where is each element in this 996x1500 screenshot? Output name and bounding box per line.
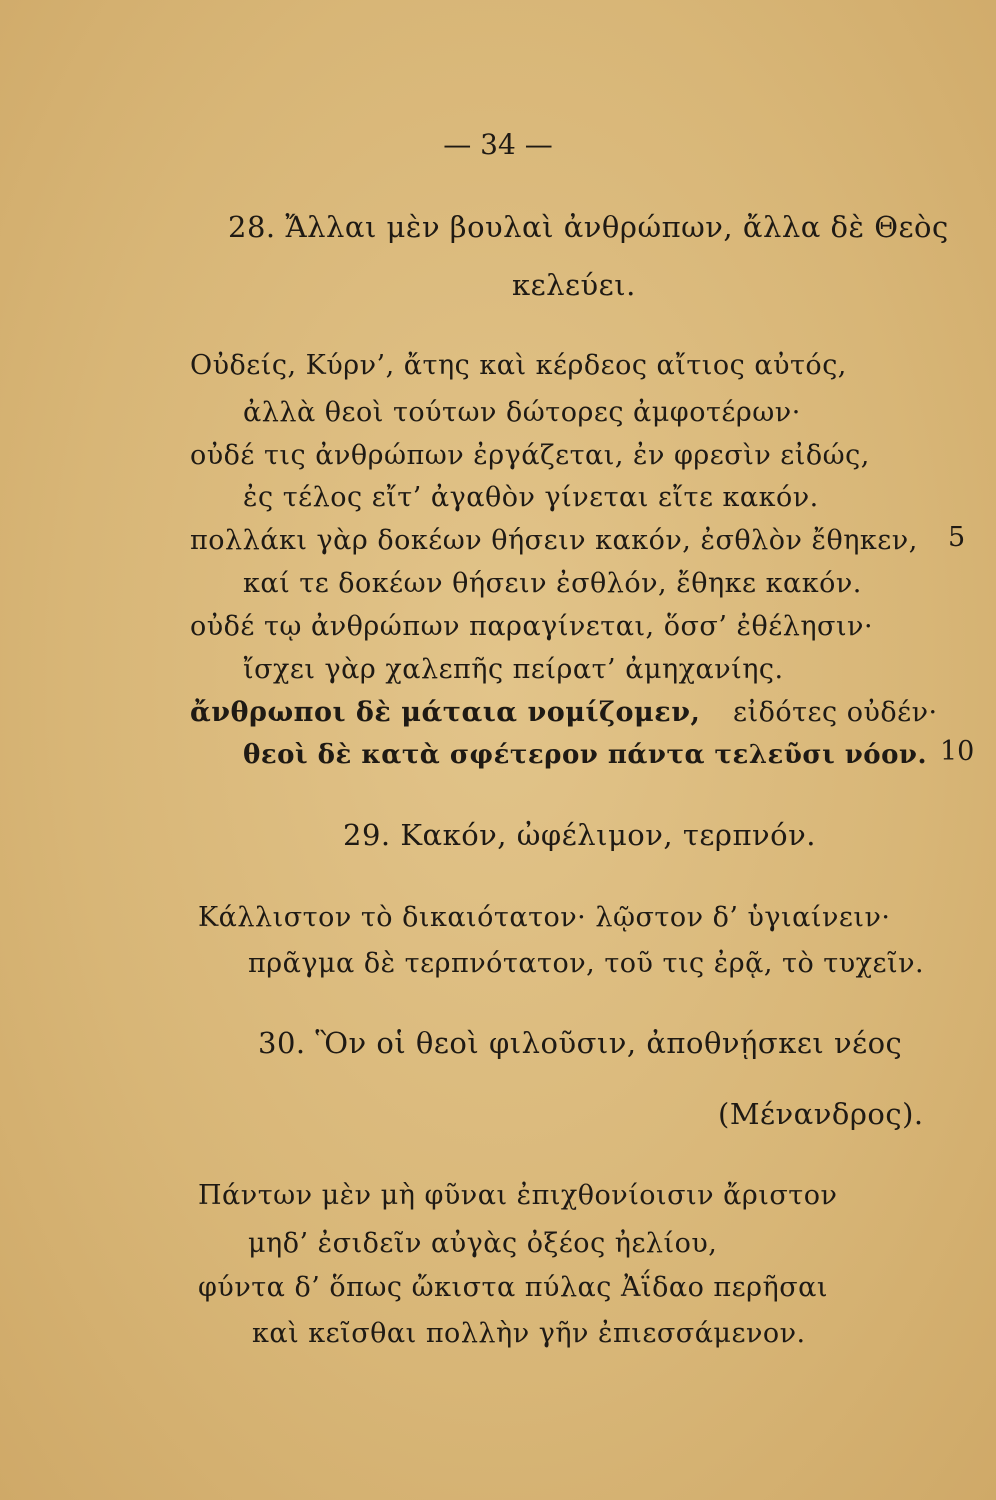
line-number: 5 <box>948 522 966 553</box>
section-heading-29: 29. Κακόν, ὠφέλιμον, τερπνόν. <box>343 818 816 852</box>
verse-line: οὐδέ τις ἀνθρώπων ἐργάζεται, ἐν φρεσὶν εἰδώς, <box>190 440 870 471</box>
verse-line: ἴσχει γὰρ χαλεπῆς πείρατ’ ἀμηχανίης. <box>243 654 784 685</box>
verse-line: Οὐδείς, Κύρν’, ἄτης καὶ κέρδεος αἴτιος αὐτός, <box>190 350 847 381</box>
verse-line: καί τε δοκέων θήσειν ἐσθλόν, ἔθηκε κακόν. <box>243 568 862 599</box>
section-heading-28-cont: κελεύει. <box>512 268 636 302</box>
verse-line: μηδ’ ἐσιδεῖν αὐγὰς ὀξέος ἠελίου, <box>248 1228 718 1259</box>
verse-line: πολλάκι γὰρ δοκέων θήσειν κακόν, ἐσθλὸν ἔθηκεν, <box>190 525 918 556</box>
verse-line: Κάλλιστον τὸ δικαιότατον· λῷστον δ’ ὑγιαίνειν· <box>198 902 891 933</box>
verse-line: εἰδότες οὐδέν· <box>733 697 938 728</box>
verse-line: οὐδέ τῳ ἀνθρώπων παραγίνεται, ὅσσ’ ἐθέλησιν· <box>190 611 874 642</box>
page-number: — 34 — <box>443 128 553 161</box>
verse-line-bold: θεοὶ δὲ κατὰ σφέτερον πάντα τελεῦσι νόον. <box>243 740 928 770</box>
verse-line: πρᾶγμα δὲ τερπνότατον, τοῦ τις ἐρᾷ, τὸ τυχεῖν. <box>248 948 925 979</box>
verse-line: Πάντων μὲν μὴ φῦναι ἐπιχθονίοισιν ἄριστον <box>198 1180 838 1211</box>
verse-line: καὶ κεῖσθαι πολλὴν γῆν ἐπιεσσάμενον. <box>252 1318 806 1349</box>
verse-line: ἀλλὰ θεοὶ τούτων δώτορες ἀμφοτέρων· <box>243 397 801 428</box>
verse-line-bold: ἄνθρωποι δὲ μάταια νομίζομεν, <box>190 697 701 728</box>
attribution: (Μένανδρος). <box>718 1097 924 1131</box>
section-heading-28: 28. Ἄλλαι μὲν βουλαὶ ἀνθρώπων, ἄλλα δὲ Θεὸς <box>228 210 949 244</box>
section-heading-30: 30. Ὃν οἱ θεοὶ φιλοῦσιν, ἀποθνῄσκει νέος <box>258 1026 903 1060</box>
verse-line: ἐς τέλος εἴτ’ ἀγαθὸν γίνεται εἴτε κακόν. <box>243 482 819 513</box>
verse-line: φύντα δ’ ὅπως ὤκιστα πύλας Ἀΐδαο περῆσαι <box>198 1272 828 1303</box>
line-number: 10 <box>940 736 975 767</box>
